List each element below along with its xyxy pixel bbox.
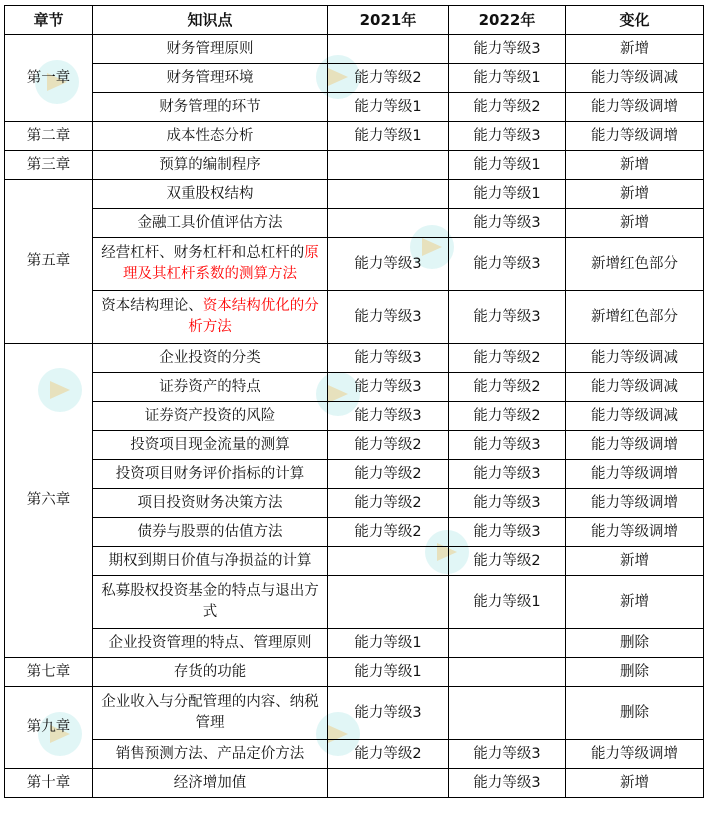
level-2022-cell <box>449 629 566 658</box>
level-2021-cell: 能力等级1 <box>328 629 449 658</box>
knowledge-point-cell <box>93 431 328 460</box>
table-row <box>5 238 704 291</box>
knowledge-point-text: 投资项目现金流量的测算 <box>130 436 290 453</box>
table-row <box>5 431 704 460</box>
level-2022-cell: 能力等级3 <box>449 740 566 769</box>
level-2021-cell: 能力等级2 <box>328 740 449 769</box>
header-chapter: 章节 <box>5 6 93 35</box>
knowledge-point-cell <box>93 547 328 576</box>
level-2021-cell <box>328 769 449 798</box>
knowledge-point-text: 证券资产的特点 <box>159 378 261 395</box>
table-row <box>5 373 704 402</box>
header-change: 变化 <box>566 6 704 35</box>
knowledge-point-cell <box>93 93 328 122</box>
knowledge-point-text: 证券资产投资的风险 <box>144 407 276 424</box>
table-row <box>5 769 704 798</box>
table-row <box>5 209 704 238</box>
change-cell: 能力等级调减 <box>566 373 704 402</box>
chapter-cell: 第七章 <box>5 658 93 687</box>
level-2021-cell: 能力等级3 <box>328 402 449 431</box>
level-2021-cell <box>328 151 449 180</box>
level-2022-cell: 能力等级2 <box>449 344 566 373</box>
level-2022-cell: 能力等级3 <box>449 209 566 238</box>
table-row <box>5 460 704 489</box>
knowledge-point-text: 企业投资的分类 <box>159 349 261 366</box>
knowledge-point-cell <box>93 658 328 687</box>
change-cell: 能力等级调增 <box>566 518 704 547</box>
level-2022-cell: 能力等级1 <box>449 576 566 629</box>
chapter-cell: 第一章 <box>5 35 93 122</box>
knowledge-point-cell <box>93 373 328 402</box>
level-2022-cell: 能力等级3 <box>449 291 566 344</box>
chapter-cell: 第九章 <box>5 687 93 769</box>
knowledge-point-text: 金融工具价值评估方法 <box>137 214 283 231</box>
change-cell: 能力等级调减 <box>566 64 704 93</box>
knowledge-point-text: 项目投资财务决策方法 <box>137 494 283 511</box>
knowledge-point-cell <box>93 238 328 291</box>
change-cell: 能力等级调增 <box>566 93 704 122</box>
level-2022-cell: 能力等级2 <box>449 402 566 431</box>
level-2022-cell: 能力等级3 <box>449 460 566 489</box>
knowledge-point-cell <box>93 344 328 373</box>
change-cell: 能力等级调减 <box>566 402 704 431</box>
knowledge-point-text: 财务管理原则 <box>166 40 254 57</box>
level-2021-cell <box>328 180 449 209</box>
table-row <box>5 629 704 658</box>
level-2021-cell: 能力等级3 <box>328 291 449 344</box>
knowledge-point-text: 投资项目财务评价指标的计算 <box>115 465 305 482</box>
table-row <box>5 576 704 629</box>
level-2021-cell <box>328 209 449 238</box>
level-2021-cell: 能力等级2 <box>328 489 449 518</box>
level-2021-cell: 能力等级2 <box>328 431 449 460</box>
knowledge-point-cell <box>93 180 328 209</box>
level-2022-cell: 能力等级2 <box>449 547 566 576</box>
table-row <box>5 344 704 373</box>
level-2022-cell: 能力等级3 <box>449 238 566 291</box>
level-2022-cell: 能力等级3 <box>449 35 566 64</box>
change-cell: 新增红色部分 <box>566 291 704 344</box>
level-2022-cell: 能力等级3 <box>449 431 566 460</box>
level-2021-cell: 能力等级2 <box>328 460 449 489</box>
highlighted-new-text: 原理及其杠杆系数的测算方法 <box>123 245 319 282</box>
table-row <box>5 35 704 64</box>
chapter-cell: 第三章 <box>5 151 93 180</box>
knowledge-point-cell <box>93 740 328 769</box>
chapter-cell: 第十章 <box>5 769 93 798</box>
change-cell: 能力等级调增 <box>566 489 704 518</box>
change-cell: 能力等级调减 <box>566 344 704 373</box>
level-2021-cell: 能力等级3 <box>328 238 449 291</box>
table-row <box>5 658 704 687</box>
table-row <box>5 489 704 518</box>
level-2021-cell: 能力等级1 <box>328 122 449 151</box>
knowledge-point-text: 财务管理的环节 <box>159 98 261 115</box>
level-2022-cell: 能力等级1 <box>449 151 566 180</box>
level-2022-cell <box>449 658 566 687</box>
level-2022-cell: 能力等级1 <box>449 64 566 93</box>
knowledge-point-cell <box>93 576 328 629</box>
change-cell: 能力等级调增 <box>566 460 704 489</box>
level-2021-cell: 能力等级1 <box>328 93 449 122</box>
knowledge-point-cell <box>93 64 328 93</box>
change-cell: 删除 <box>566 687 704 740</box>
level-2021-cell: 能力等级1 <box>328 658 449 687</box>
chapter-cell: 第五章 <box>5 180 93 344</box>
knowledge-point-cell <box>93 402 328 431</box>
change-cell: 新增 <box>566 547 704 576</box>
change-cell: 新增 <box>566 35 704 64</box>
change-cell: 能力等级调增 <box>566 740 704 769</box>
knowledge-point-text: 财务管理环境 <box>166 69 254 86</box>
table-row <box>5 547 704 576</box>
table-row <box>5 122 704 151</box>
level-2022-cell: 能力等级1 <box>449 180 566 209</box>
change-cell: 能力等级调增 <box>566 122 704 151</box>
knowledge-point-text: 企业投资管理的特点、管理原则 <box>108 634 312 651</box>
knowledge-point-cell <box>93 489 328 518</box>
knowledge-point-text: 预算的编制程序 <box>159 156 261 173</box>
chapter-cell: 第六章 <box>5 344 93 658</box>
knowledge-point-cell <box>93 151 328 180</box>
knowledge-point-cell <box>93 122 328 151</box>
knowledge-point-text: 期权到期日价值与净损益的计算 <box>108 552 312 569</box>
table-row <box>5 64 704 93</box>
knowledge-point-text: 销售预测方法、产品定价方法 <box>115 745 305 762</box>
level-2022-cell <box>449 687 566 740</box>
knowledge-point-text: 双重股权结构 <box>166 185 254 202</box>
level-2021-cell: 能力等级3 <box>328 687 449 740</box>
level-2022-cell: 能力等级2 <box>449 373 566 402</box>
table-row <box>5 151 704 180</box>
table-row <box>5 740 704 769</box>
table-row <box>5 518 704 547</box>
header-knowledge-point: 知识点 <box>93 6 328 35</box>
highlighted-new-text: 资本结构优化的分析方法 <box>188 298 319 335</box>
knowledge-point-cell <box>93 209 328 238</box>
knowledge-point-text: 债券与股票的估值方法 <box>137 523 283 540</box>
change-cell: 能力等级调增 <box>566 431 704 460</box>
change-cell: 新增 <box>566 151 704 180</box>
change-cell: 新增 <box>566 180 704 209</box>
level-2021-cell: 能力等级3 <box>328 344 449 373</box>
change-cell: 新增红色部分 <box>566 238 704 291</box>
table-row <box>5 291 704 344</box>
chapter-cell: 第二章 <box>5 122 93 151</box>
table-row <box>5 687 704 740</box>
knowledge-point-text: 经营杠杆、财务杠杆和总杠杆的 <box>101 245 305 261</box>
capability-level-change-table <box>4 5 704 798</box>
level-2021-cell <box>328 35 449 64</box>
knowledge-point-text: 存货的功能 <box>173 663 247 680</box>
level-2021-cell <box>328 547 449 576</box>
knowledge-point-text: 企业收入与分配管理的内容、纳税管理 <box>101 694 319 731</box>
change-cell: 删除 <box>566 629 704 658</box>
change-cell: 删除 <box>566 658 704 687</box>
level-2022-cell: 能力等级3 <box>449 122 566 151</box>
table-header-row <box>5 6 704 35</box>
knowledge-point-cell <box>93 518 328 547</box>
knowledge-point-text: 成本性态分析 <box>166 127 254 144</box>
level-2022-cell: 能力等级3 <box>449 769 566 798</box>
knowledge-point-text: 资本结构理论、 <box>101 298 203 314</box>
knowledge-point-cell <box>93 291 328 344</box>
change-cell: 新增 <box>566 209 704 238</box>
table-row <box>5 402 704 431</box>
level-2021-cell: 能力等级2 <box>328 64 449 93</box>
table-row <box>5 93 704 122</box>
level-2022-cell: 能力等级3 <box>449 518 566 547</box>
header-2022: 2022年 <box>449 6 566 35</box>
level-2021-cell <box>328 576 449 629</box>
knowledge-point-cell <box>93 35 328 64</box>
knowledge-point-cell <box>93 687 328 740</box>
knowledge-point-cell <box>93 629 328 658</box>
knowledge-point-text: 经济增加值 <box>173 774 247 791</box>
level-2021-cell: 能力等级3 <box>328 373 449 402</box>
knowledge-point-cell <box>93 460 328 489</box>
change-cell: 新增 <box>566 576 704 629</box>
change-cell: 新增 <box>566 769 704 798</box>
knowledge-point-text: 私募股权投资基金的特点与退出方式 <box>101 583 319 620</box>
level-2022-cell: 能力等级2 <box>449 93 566 122</box>
level-2022-cell: 能力等级3 <box>449 489 566 518</box>
knowledge-point-cell <box>93 769 328 798</box>
table-row <box>5 180 704 209</box>
level-2021-cell: 能力等级2 <box>328 518 449 547</box>
table-body <box>5 35 704 798</box>
header-2021: 2021年 <box>328 6 449 35</box>
